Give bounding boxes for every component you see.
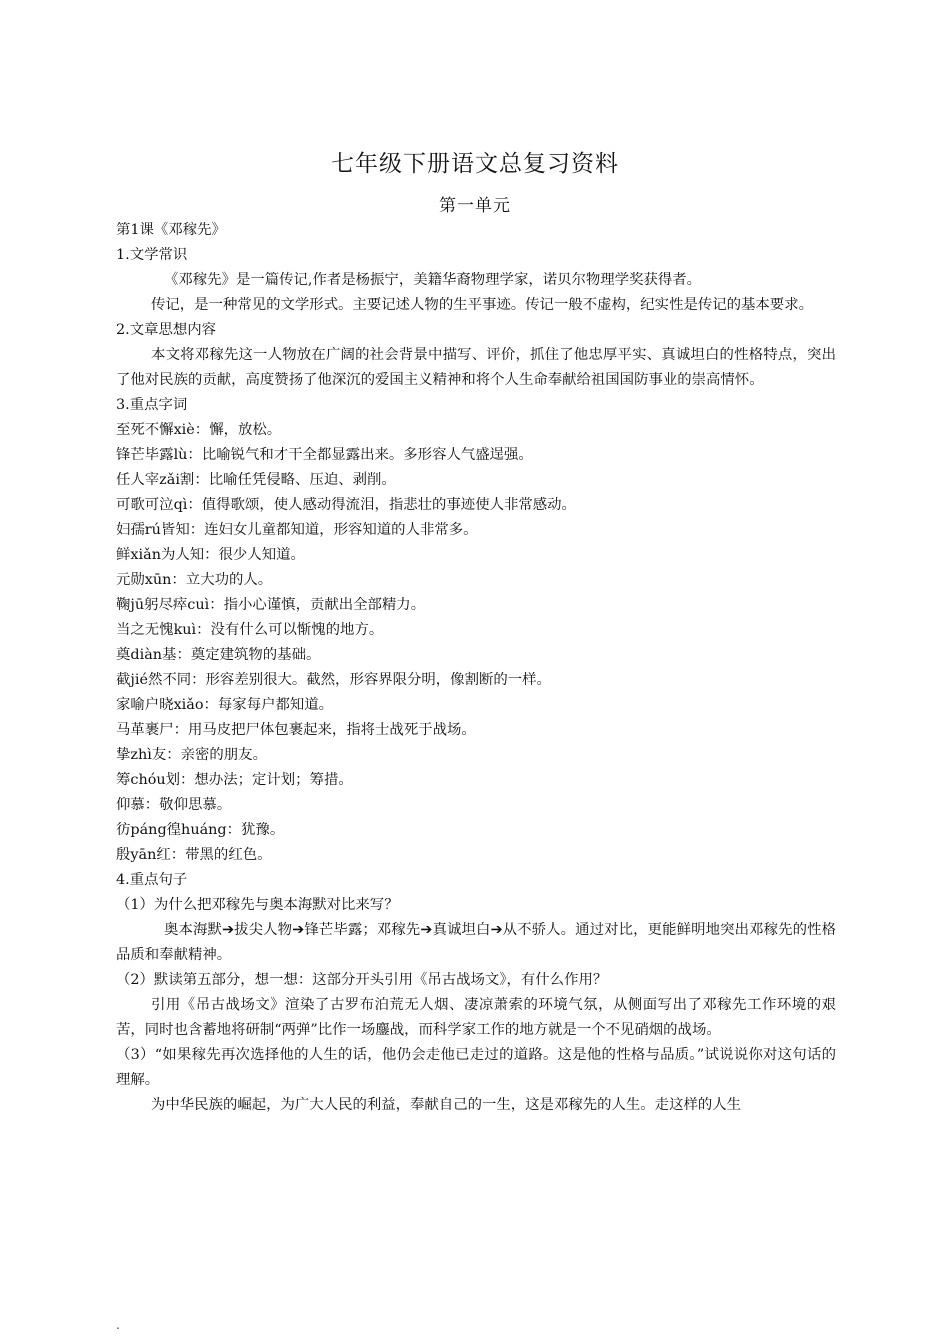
answer-2: 引用《吊古战场文》渲染了古罗布泊荒无人烟、凄凉萧索的环境气氛，从侧面写出了邓稼先工作环境的艰苦，同时也含蓄地将研制“两弹”比作一场鏖战，而科学家工作的地方就是一个不见硝烟的战场。 <box>116 997 836 1038</box>
vocabulary-list <box>116 418 836 868</box>
unit-heading: 第一单元 <box>439 196 511 216</box>
section-heading-words: 3.重点字词 <box>116 397 188 413</box>
list-item: 马革裹尸：用马皮把尸体包裹起来，指将士战死于战场。 <box>116 722 476 738</box>
list-item: 鲜xiǎn为人知：很少人知道。 <box>116 547 305 563</box>
list-item: 挚zhì友：亲密的朋友。 <box>116 747 267 763</box>
list-item: 殷yān红：带黑的红色。 <box>116 847 272 863</box>
list-item: 锋芒毕露lù：比喻锐气和才干全都显露出来。多形容人气盛逞强。 <box>116 447 533 463</box>
list-item: 彷páng徨huáng：犹豫。 <box>116 822 285 838</box>
list-item: 妇孺rú皆知：连妇女儿童都知道，形容知道的人非常多。 <box>116 522 478 538</box>
section-heading-literary: 1.文学常识 <box>116 247 188 263</box>
list-item: 当之无愧kuì：没有什么可以惭愧的地方。 <box>116 622 384 638</box>
page-title: 七年级下册语文总复习资料 <box>331 151 619 177</box>
question-3: （3）“如果稼先再次选择他的人生的话，他仍会走他已走过的道路。这是他的性格与品质。”试说说你对这句话的理解。 <box>116 1047 836 1088</box>
document-body <box>116 218 836 1118</box>
paragraph-literary-1: 《邓稼先》是一篇传记,作者是杨振宁，美籍华裔物理学家，诺贝尔物理学奖获得者。 <box>164 272 702 288</box>
list-item: 可歌可泣qì：值得歌颂，使人感动得流泪，指悲壮的事迹使人非常感动。 <box>116 497 576 513</box>
footer-mark: . <box>116 1318 120 1332</box>
answer-1: 奥本海默➔拔尖人物➔锋芒毕露；邓稼先➔真诚坦白➔从不骄人。通过对比，更能鲜明地突出邓稼先的性格品质和奉献精神。 <box>116 922 836 963</box>
list-item: 元勋xūn：立大功的人。 <box>116 572 273 588</box>
list-item: 鞠jū躬尽瘁cuì：指小心谨慎，贡献出全部精力。 <box>116 597 426 613</box>
lesson-heading: 第1课《邓稼先》 <box>116 222 226 238</box>
list-item: 截jié然不同：形容差别很大。截然，形容界限分明，像割断的一样。 <box>116 672 551 688</box>
paragraph-thought: 本文将邓稼先这一人物放在广阔的社会背景中描写、评价，抓住了他忠厚平实、真诚坦白的性格特点，突出了他对民族的贡献，高度赞扬了他深沉的爱国主义精神和将个人生命奉献给祖国国防事业的崇高情怀。 <box>116 347 836 388</box>
list-item: 筹chóu划：想办法；定计划；筹措。 <box>116 772 353 788</box>
question-2: （2）默读第五部分，想一想：这部分开头引用《吊古战场文》，有什么作用？ <box>116 972 608 988</box>
question-1: （1）为什么把邓稼先与奥本海默对比来写？ <box>116 897 399 913</box>
list-item: 奠diàn基：奠定建筑物的基础。 <box>116 647 321 663</box>
list-item: 仰慕：敬仰思慕。 <box>116 797 232 813</box>
section-heading-thought: 2.文章思想内容 <box>116 322 217 338</box>
paragraph-literary-2: 传记，是一种常见的文学形式。主要记述人物的生平事迹。传记一般不虚构，纪实性是传记的基本要求。 <box>151 297 813 313</box>
section-heading-sentences: 4.重点句子 <box>116 872 188 888</box>
list-item: 任人宰zǎi割：比喻任凭侵略、压迫、剥削。 <box>116 472 396 488</box>
answer-3: 为中华民族的崛起，为广大人民的利益，奉献自己的一生，这是邓稼先的人生。走这样的人生 <box>151 1097 742 1113</box>
list-item: 家喻户晓xiǎo：每家每户都知道。 <box>116 697 334 713</box>
list-item: 至死不懈xiè：懈，放松。 <box>116 422 282 438</box>
